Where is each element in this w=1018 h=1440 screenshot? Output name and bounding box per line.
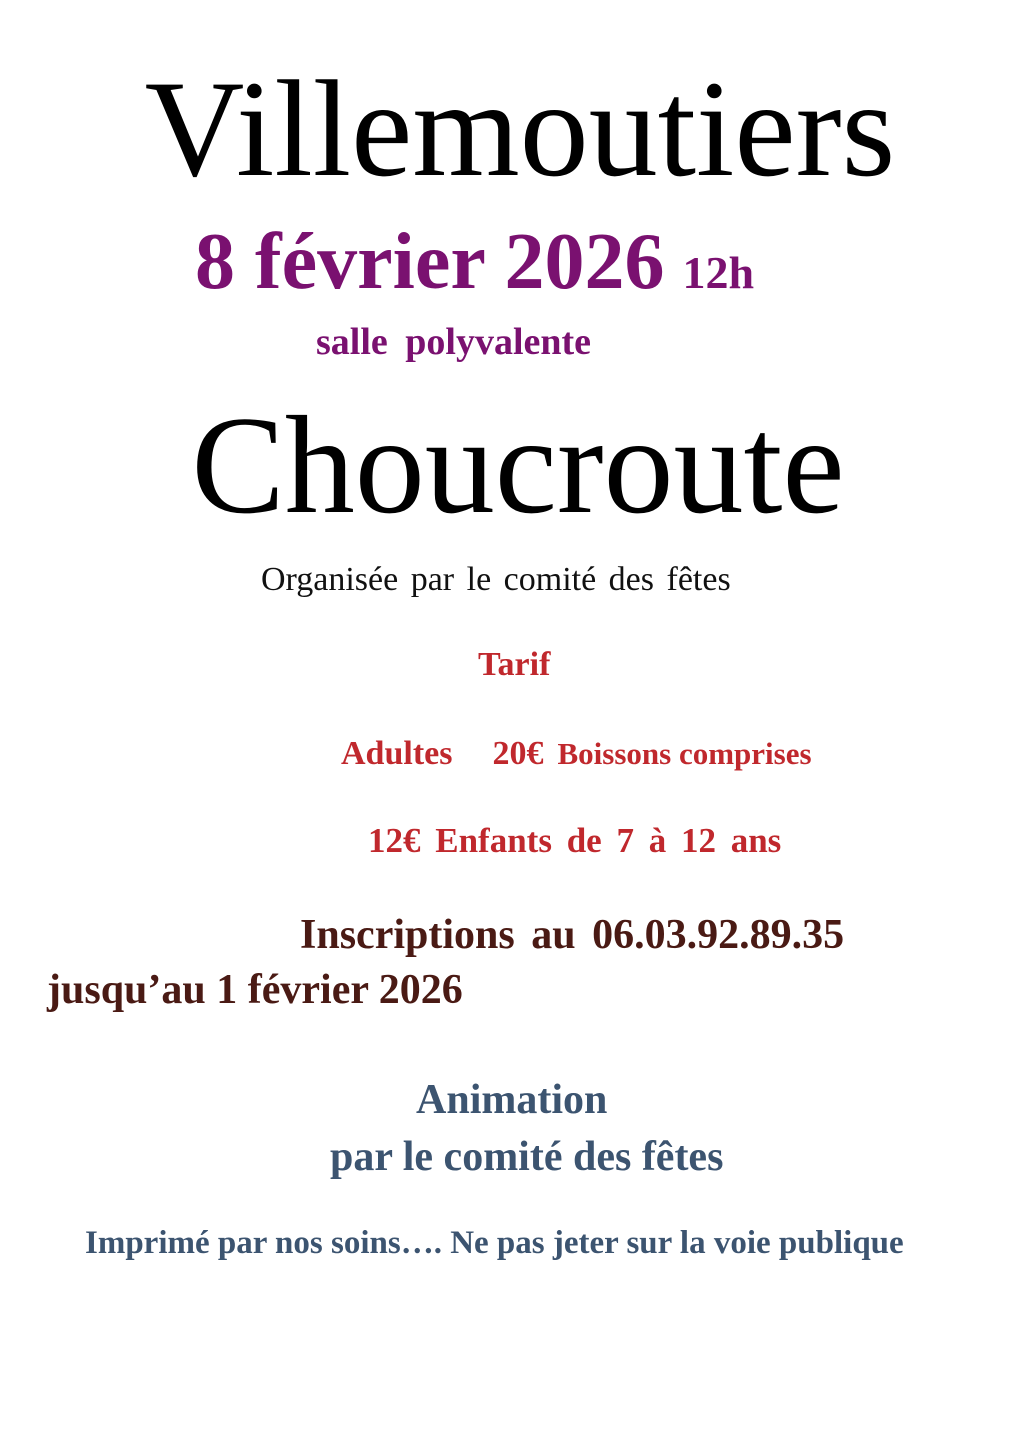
event-title: Choucroute — [191, 388, 845, 543]
animation-subtitle: par le comité des fêtes — [330, 1134, 724, 1180]
print-disclaimer: Imprimé par nos soins…. Ne pas jeter sur la voie publique — [85, 1225, 904, 1261]
adults-label: Adultes — [341, 735, 453, 772]
children-pricing: 12€ Enfants de 7 à 12 ans — [368, 821, 782, 860]
event-time: 12h — [682, 247, 755, 298]
pricing-heading: Tarif — [478, 646, 551, 683]
adult-pricing — [341, 737, 812, 771]
venue: salle polyvalente — [316, 321, 592, 363]
event-date: 8 février 2026 — [195, 218, 665, 306]
organizer-line: Organisée par le comité des fêtes — [261, 561, 731, 598]
town-title: Villemoutiers — [144, 52, 896, 205]
registration-deadline: jusqu’au 1 février 2026 — [47, 967, 463, 1013]
animation-title: Animation — [416, 1077, 608, 1123]
adults-price: 20€ — [492, 735, 544, 772]
registration-phone: Inscriptions au 06.03.92.89.35 — [300, 912, 845, 958]
adults-note: Boissons comprises — [557, 736, 812, 771]
event-date-row — [195, 218, 755, 306]
